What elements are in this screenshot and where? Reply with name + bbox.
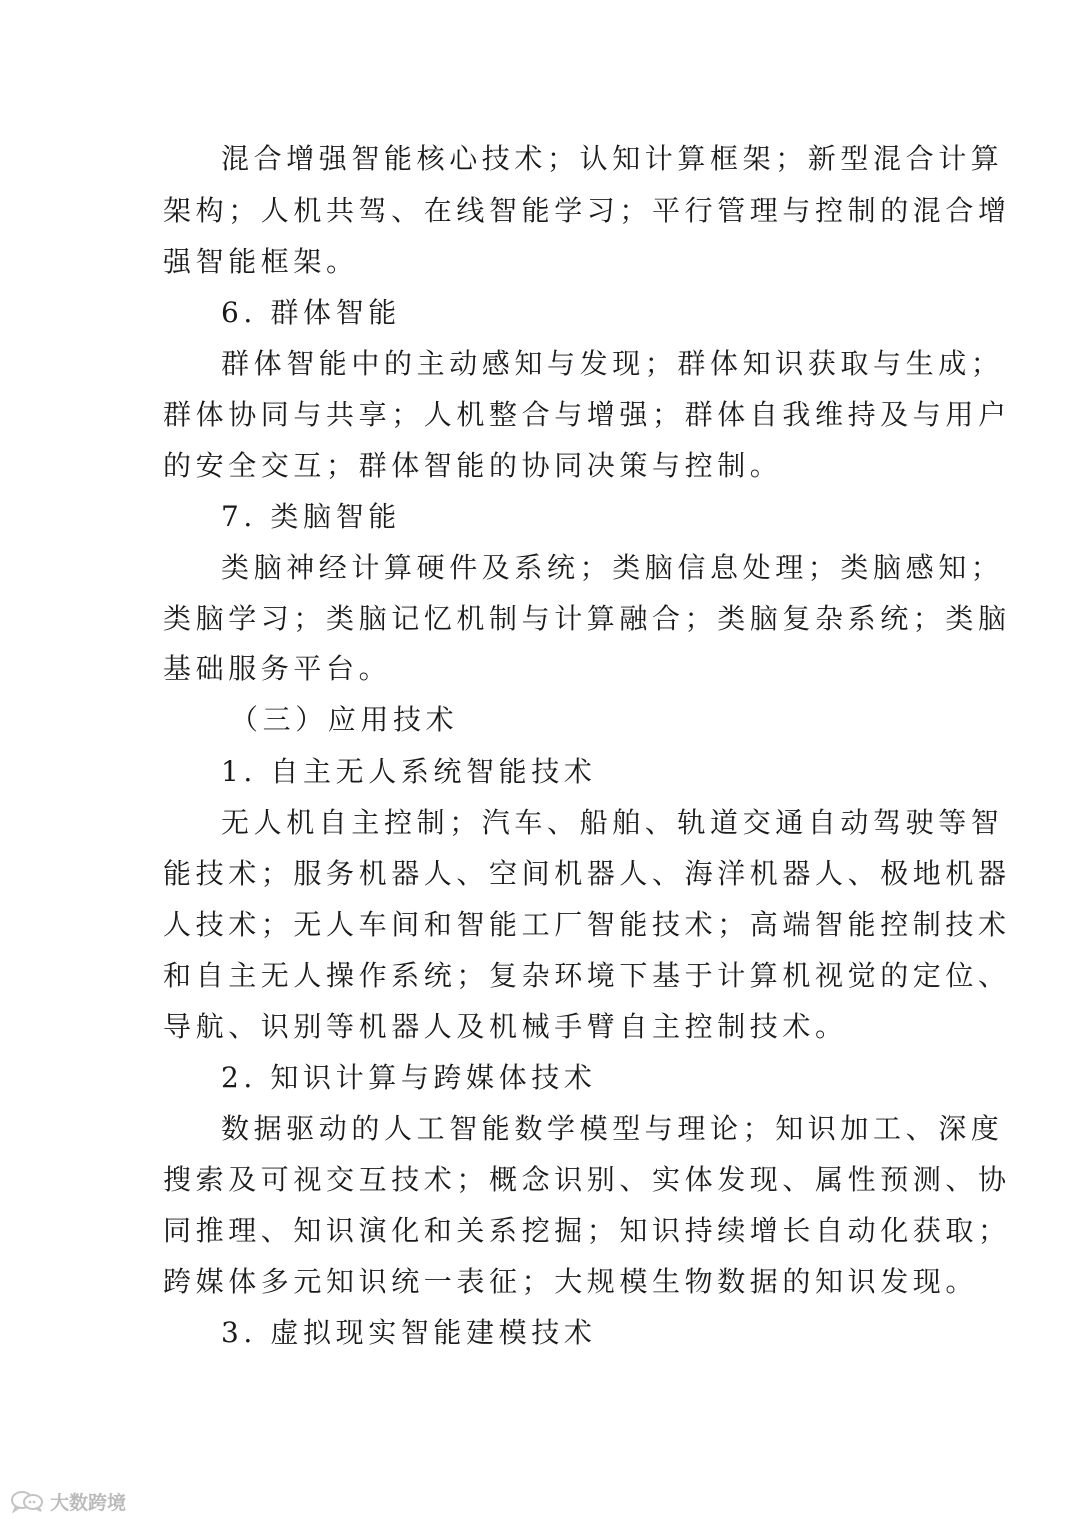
- section-heading: 2. 知识计算与跨媒体技术: [221, 1061, 597, 1094]
- chapter-heading: （三）应用技术: [230, 703, 459, 736]
- watermark: [10, 1486, 126, 1516]
- paragraph-line: 跨媒体多元知识统一表征；大规模生物数据的知识发现。: [163, 1265, 979, 1298]
- paragraph-line: 群体智能中的主动感知与发现；群体知识获取与生成；: [221, 347, 1004, 380]
- paragraph-line: 无人机自主控制；汽车、船舶、轨道交通自动驾驶等智: [221, 806, 1004, 839]
- watermark-text: 大数跨境: [50, 1491, 127, 1514]
- section-heading: 6. 群体智能: [221, 296, 401, 329]
- section-heading: 3. 虚拟现实智能建模技术: [221, 1316, 597, 1349]
- paragraph-line: 类脑学习；类脑记忆机制与计算融合；类脑复杂系统；类脑: [163, 602, 1011, 635]
- paragraph-line: 能技术；服务机器人、空间机器人、海洋机器人、极地机器: [163, 857, 1011, 890]
- paragraph-line: 导航、识别等机器人及机械手臂自主控制技术。: [163, 1010, 848, 1043]
- paragraph-line: 数据驱动的人工智能数学模型与理论；知识加工、深度: [221, 1112, 1004, 1145]
- paragraph-line: 人技术；无人车间和智能工厂智能技术；高端智能控制技术: [163, 908, 1011, 941]
- paragraph-line: 架构；人机共驾、在线智能学习；平行管理与控制的混合增: [163, 194, 1011, 227]
- speech-bubbles-icon: [10, 1489, 44, 1513]
- paragraph-line: 群体协同与共享；人机整合与增强；群体自我维持及与用户: [163, 398, 1011, 431]
- paragraph-line: 基础服务平台。: [163, 652, 392, 685]
- paragraph-line: 混合增强智能核心技术；认知计算框架；新型混合计算: [221, 142, 1004, 175]
- paragraph-line: 搜索及可视交互技术；概念识别、实体发现、属性预测、协: [163, 1163, 1011, 1196]
- paragraph-line: 强智能框架。: [163, 245, 359, 278]
- paragraph-line: 类脑神经计算硬件及系统；类脑信息处理；类脑感知；: [221, 551, 1004, 584]
- section-heading: 7. 类脑智能: [221, 500, 401, 533]
- section-heading: 1. 自主无人系统智能技术: [221, 755, 597, 788]
- paragraph-line: 同推理、知识演化和关系挖掘；知识持续增长自动化获取；: [163, 1214, 1011, 1247]
- paragraph-line: 和自主无人操作系统；复杂环境下基于计算机视觉的定位、: [163, 959, 1011, 992]
- paragraph-line: 的安全交互；群体智能的协同决策与控制。: [163, 449, 783, 482]
